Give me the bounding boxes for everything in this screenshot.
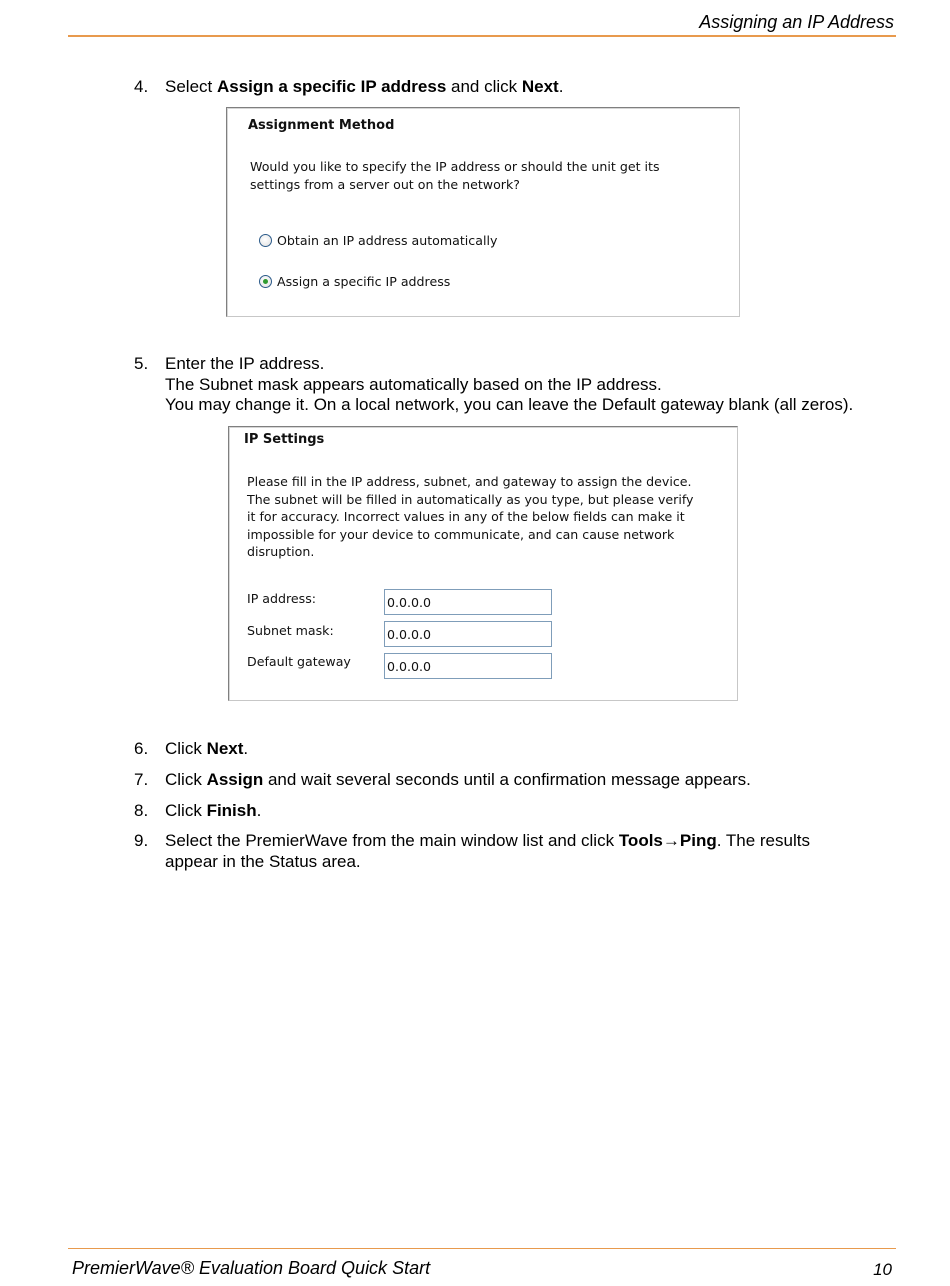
step-8 <box>134 801 261 822</box>
step-number: 6. <box>134 739 149 758</box>
page-header-title: Assigning an IP Address <box>699 12 894 32</box>
ip-address-label: IP address: <box>247 591 317 606</box>
assignment-method-panel <box>226 107 740 317</box>
step-5 <box>134 354 853 416</box>
step-text: Select <box>165 77 217 96</box>
description-line: it for accuracy. Incorrect values in any of the below fields can make it <box>247 509 685 524</box>
step-text: . <box>256 801 262 820</box>
step-line: Enter the IP address. <box>165 354 325 373</box>
step-bold-term: Assign a specific IP address <box>216 77 447 96</box>
step-7 <box>134 770 751 791</box>
question-line: Would you like to specify the IP address or should the unit get its <box>250 159 660 174</box>
radio-label: Obtain an IP address automatically <box>277 233 498 248</box>
step-number: 8. <box>134 801 149 820</box>
step-number: 4. <box>134 77 149 96</box>
step-bold-term: Tools <box>618 831 663 850</box>
radio-label: Assign a specific IP address <box>277 274 451 289</box>
step-text: . <box>243 739 249 758</box>
radio-checked-icon[interactable] <box>259 275 272 288</box>
step-text: Select the PremierWave from the main window list and click <box>165 831 619 850</box>
subnet-mask-input[interactable]: 0.0.0.0 <box>384 621 552 647</box>
step-number: 9. <box>134 831 149 850</box>
step-bold-term: Assign <box>206 770 264 789</box>
step-line: The Subnet mask appears automatically based on the IP address. <box>165 374 662 394</box>
arrow-right-icon: → <box>662 831 680 850</box>
step-text: Click <box>165 801 207 820</box>
description-line: disruption. <box>247 544 315 559</box>
page-number: 10 <box>873 1260 892 1279</box>
step-4 <box>134 77 563 98</box>
step-text: and wait several seconds until a confirmation message appears. <box>263 770 751 789</box>
step-number: 5. <box>134 354 149 373</box>
step-text: and click <box>446 77 522 96</box>
ip-address-input[interactable]: 0.0.0.0 <box>384 589 552 615</box>
step-bold-term: Next <box>206 739 244 758</box>
ip-settings-panel <box>228 426 738 701</box>
step-bold-term: Finish <box>206 801 257 820</box>
step-6 <box>134 739 248 760</box>
radio-obtain-automatically[interactable] <box>259 233 497 248</box>
radio-unchecked-icon[interactable] <box>259 234 272 247</box>
panel-question <box>250 158 660 193</box>
panel-heading: IP Settings <box>244 432 325 447</box>
default-gateway-label: Default gateway <box>247 654 351 669</box>
step-9 <box>134 831 810 872</box>
description-line: impossible for your device to communicate, and can cause network <box>247 526 675 542</box>
description-line: The subnet will be filled in automatically as you type, but please verify <box>247 491 694 507</box>
subnet-mask-label: Subnet mask: <box>247 623 334 638</box>
step-text: Click <box>165 739 207 758</box>
step-text: . <box>558 77 564 96</box>
header-divider <box>68 35 896 37</box>
footer-document-title: PremierWave® Evaluation Board Quick Start <box>72 1258 431 1278</box>
question-line: settings from a server out on the network? <box>250 176 520 192</box>
panel-heading: Assignment Method <box>248 118 395 133</box>
panel-description <box>247 473 694 561</box>
step-text: Click <box>165 770 207 789</box>
radio-assign-specific[interactable] <box>259 274 450 289</box>
description-line: Please fill in the IP address, subnet, and gateway to assign the device. <box>247 474 692 489</box>
step-line: You may change it. On a local network, you can leave the Default gateway blank (all zeros). <box>165 395 854 414</box>
step-text: . The results <box>716 831 810 850</box>
step-bold-term: Ping <box>679 831 717 850</box>
step-line: appear in the Status area. <box>165 851 361 871</box>
step-number: 7. <box>134 770 149 789</box>
step-bold-term: Next <box>521 77 559 96</box>
footer-divider <box>68 1248 896 1249</box>
default-gateway-input[interactable]: 0.0.0.0 <box>384 653 552 679</box>
